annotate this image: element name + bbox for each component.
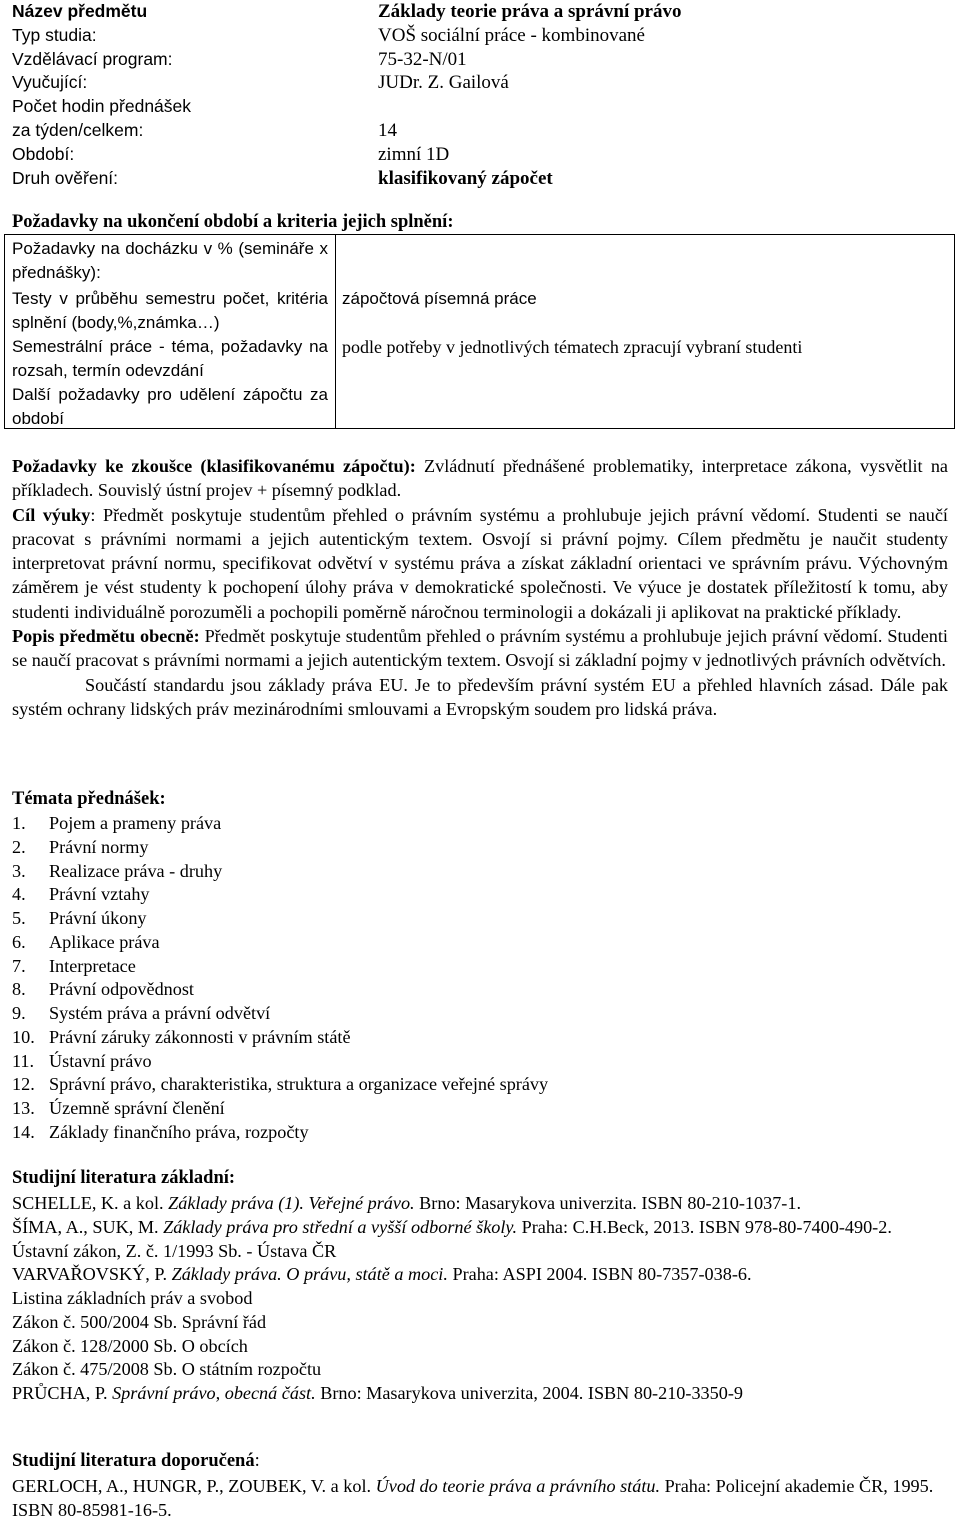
info-label: Počet hodin přednášek — [12, 96, 192, 117]
literature-work-title: Úvod do teorie práva a právního státu. — [375, 1476, 661, 1496]
info-label: Vyučující: — [12, 72, 88, 93]
info-value: klasifikovaný zápočet — [378, 167, 553, 189]
course-description — [12, 454, 948, 721]
literature-recommended-title-text: Studijní literatura doporučená — [12, 1451, 255, 1471]
info-label: Název předmětu — [12, 1, 148, 21]
list-item — [12, 836, 548, 860]
list-item — [12, 860, 548, 884]
list-text: Právní normy — [49, 836, 149, 857]
general-description — [12, 624, 948, 673]
requirements-table — [4, 234, 955, 429]
info-row-study-type — [12, 24, 952, 48]
literature-item — [12, 1263, 948, 1287]
list-text: Územně správní členění — [49, 1098, 225, 1118]
literature-recommended-title — [12, 1451, 260, 1472]
literature-publisher: Brno: Masarykova univerzita. ISBN 80-210-1037-1. — [414, 1193, 802, 1213]
literature-item: Ústavní zákon, Z. č. 1/1993 Sb. - Ústava ČR — [12, 1240, 337, 1261]
literature-work-title: Základy práva (1). Veřejné právo. — [168, 1193, 415, 1213]
list-item — [12, 1121, 548, 1145]
literature-publisher: Praha: C.H.Beck, 2013. ISBN 978-80-7400-490-2. — [517, 1216, 892, 1237]
list-text: Systém práva a právní odvětví — [49, 1003, 271, 1023]
info-value: 75-32-N/01 — [378, 48, 467, 70]
literature-author: VARVAŘOVSKÝ, P. — [12, 1264, 172, 1285]
list-item — [12, 1073, 548, 1097]
info-row-teacher — [12, 71, 952, 95]
literature-basic-list — [12, 1192, 948, 1406]
list-text: Základy finančního práva, rozpočty — [49, 1121, 309, 1142]
info-row-course-name — [12, 0, 952, 24]
goal-text: : Předmět poskytuje studentům přehled o právním systému a prohlubuje jejich právní vědomí. Studenti se naučí pracovat s právními normami a jejich autentickým textem. Osvojí si právní pojmy. Cílem předmětu je naučit studenty interpretovat právní normu, specifikovat odvětví v systému práva a získat základní orientaci ve správním právu. Výchovným záměrem je vést studenty k pochopení úlohy práva v demokratické společnosti. Ve výuce je dostatek příležitostí k tomu, aby studenti individuálně porozuměli a pochopili poměrně náročnou terminologii a dokázali ji aplikovat na praktické příklady. — [12, 504, 948, 622]
literature-work-title: Základy práva. O právu, státě a moci. — [171, 1264, 448, 1285]
req-value-tests: zápočtová písemná práce — [342, 289, 537, 308]
literature-publisher: Brno: Masarykova univerzita, 2004. ISBN 80-210-3350-9 — [315, 1383, 743, 1403]
literature-author: SCHELLE, K. a kol. — [12, 1193, 169, 1213]
exam-requirements — [12, 454, 948, 503]
list-item — [12, 907, 548, 931]
info-row-assessment — [12, 167, 952, 191]
list-item — [12, 812, 548, 836]
exam-text: Zvládnutí přednášené problematiky, interpretace zákona, vysvětlit na příkladech. Souvislý ústní projev + písemný podklad. — [12, 456, 949, 501]
literature-item — [12, 1192, 948, 1216]
list-number: 6. — [12, 931, 26, 952]
literature-work-title: Správní právo, obecná část. — [112, 1383, 316, 1403]
literature-publisher: Praha: ASPI 2004. ISBN 80-7357-038-6. — [447, 1264, 752, 1285]
info-label: Období: — [12, 143, 75, 164]
list-text: Právní záruky zákonnosti v právním státě — [49, 1026, 351, 1047]
info-row-hours-label — [12, 95, 952, 119]
literature-author: GERLOCH, A., HUNGR, P., ZOUBEK, V. a kol. — [12, 1476, 376, 1496]
literature-author: ŠÍMA, A., SUK, M. — [12, 1216, 164, 1237]
req-label-semester-work: Semestrální práce - téma, požadavky na rozsah, termín odevzdání — [12, 337, 328, 381]
info-label: za týden/celkem: — [12, 119, 144, 140]
literature-work-title: Základy práva pro střední a vyšší odborné školy. — [163, 1216, 518, 1237]
list-number: 13. — [12, 1098, 35, 1118]
literature-publisher: Praha: Policejní akademie ČR, 1995. ISBN 80-85981-16-5. — [12, 1476, 934, 1520]
eu-description: Součástí standardu jsou základy práva EU. Je to především právní systém EU a přehled hlavních zásad. Dále pak systém ochrany lidských práv mezinárodními smlouvami a Evropským soudem pro lidská práva. — [12, 674, 948, 719]
description-text: Předmět poskytuje studentům přehled o právním systému a prohlubuje jejich právní vědomí. Studenti se naučí pracovat s právními normami a jejich autentickým textem. Osvojí si základní pojmy v jednotlivých právních odvětvích. — [12, 626, 948, 671]
course-goal — [12, 503, 948, 624]
exam-label: Požadavky ke zkoušce (klasifikovanému zápočtu): — [12, 456, 416, 476]
info-value: VOŠ sociální práce - kombinované — [378, 24, 645, 46]
list-text: Ústavní právo — [49, 1050, 152, 1071]
list-item — [12, 883, 548, 907]
list-text: Pojem a prameny práva — [49, 813, 222, 833]
literature-item: Zákon č. 500/2004 Sb. Správní řád — [12, 1311, 267, 1332]
req-label-tests: Testy v průběhu semestru počet, kritéria splnění (body,%,známka…) — [12, 289, 328, 333]
goal-label: Cíl výuky — [12, 504, 91, 525]
literature-item: Zákon č. 475/2008 Sb. O státním rozpočtu — [12, 1359, 322, 1380]
list-item — [12, 955, 548, 979]
list-text: Realizace práva - druhy — [49, 860, 223, 881]
list-number: 5. — [12, 908, 26, 928]
literature-item — [12, 1382, 948, 1406]
list-number: 14. — [12, 1121, 35, 1142]
info-label: Vzdělávací program: — [12, 48, 173, 69]
list-item — [12, 1050, 548, 1074]
list-text: Právní odpovědnost — [49, 979, 194, 1000]
list-text: Interpretace — [49, 955, 136, 976]
list-item — [12, 1026, 548, 1050]
info-label: Druh ověření: — [12, 167, 119, 188]
info-row-program — [12, 48, 952, 72]
info-value: JUDr. Z. Gailová — [378, 72, 509, 94]
topics-title: Témata přednášek: — [12, 789, 166, 809]
literature-recommended-list — [12, 1475, 948, 1523]
info-value: zimní 1D — [378, 143, 450, 165]
list-number: 9. — [12, 1003, 26, 1023]
list-text: Právní úkony — [49, 908, 147, 928]
requirements-title: Požadavky na ukončení období a kriteria jejich splnění: — [12, 212, 454, 232]
list-item — [12, 978, 548, 1002]
course-info — [12, 0, 952, 190]
req-label-other: Další požadavky pro udělení zápočtu za období — [12, 385, 328, 429]
literature-item: Listina základních práv a svobod — [12, 1288, 253, 1308]
literature-basic-title: Studijní literatura základní: — [12, 1168, 236, 1188]
info-row-hours — [12, 119, 952, 143]
list-number: 12. — [12, 1074, 35, 1095]
req-label-attendance: Požadavky na docházku v % (semináře x přednášky): — [12, 239, 328, 283]
list-number: 3. — [12, 860, 26, 881]
description-label: Popis předmětu obecně: — [12, 626, 200, 647]
literature-item: Zákon č. 128/2000 Sb. O obcích — [12, 1335, 248, 1356]
list-item — [12, 1002, 548, 1026]
list-number: 10. — [12, 1026, 35, 1047]
list-number: 8. — [12, 979, 26, 1000]
literature-recommended-title-colon: : — [254, 1451, 260, 1471]
list-text: Právní vztahy — [49, 884, 150, 905]
literature-item — [12, 1216, 948, 1240]
literature-author: PRŮCHA, P. — [12, 1383, 113, 1403]
table-divider — [335, 235, 336, 428]
info-row-period — [12, 143, 952, 167]
topics-list — [12, 812, 548, 1145]
list-text: Správní právo, charakteristika, struktura a organizace veřejné správy — [49, 1074, 549, 1095]
info-value: Základy teorie práva a správní právo — [378, 1, 682, 22]
list-item — [12, 931, 548, 955]
req-value-semester-work: podle potřeby v jednotlivých tématech zpracují vybraní studenti — [342, 337, 803, 357]
info-label: Typ studia: — [12, 24, 97, 45]
list-number: 1. — [12, 813, 26, 833]
list-item — [12, 1097, 548, 1121]
list-number: 7. — [12, 955, 26, 976]
list-number: 4. — [12, 884, 26, 905]
list-number: 11. — [12, 1050, 35, 1071]
list-number: 2. — [12, 836, 26, 857]
info-value: 14 — [378, 119, 397, 141]
literature-item — [12, 1475, 948, 1523]
list-text: Aplikace práva — [49, 931, 160, 952]
